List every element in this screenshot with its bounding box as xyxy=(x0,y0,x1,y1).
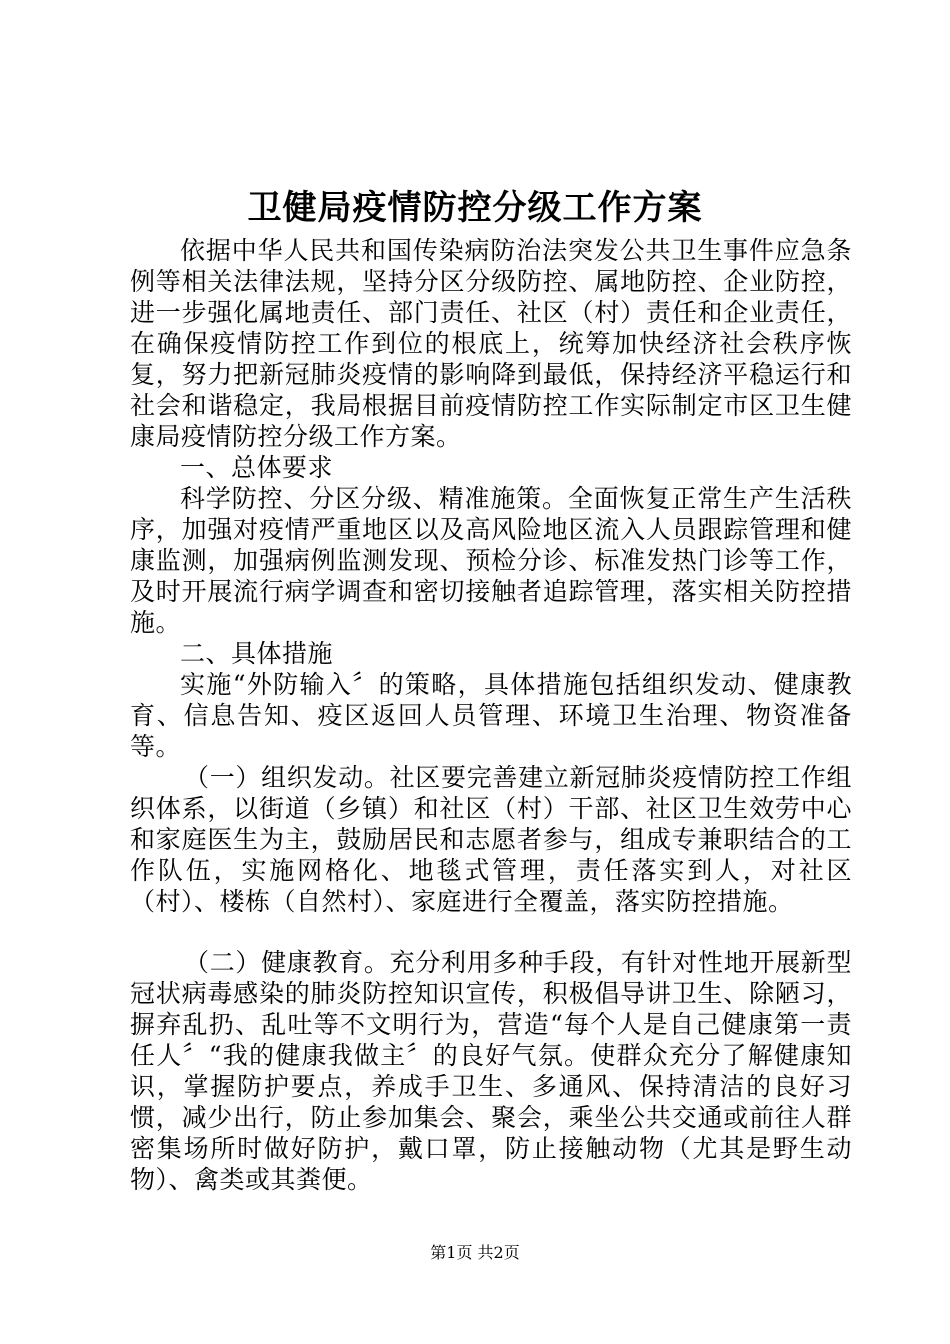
section-heading-general-requirements: 一、总体要求 xyxy=(180,453,334,482)
health-education-paragraph: （二）健康教育。充分利用多种手段，有针对性地开展新型冠状病毒感染的肺炎防控知识宣传，积极倡导讲卫生、除陋习，摒弃乱扔、乱吐等不文明行为，营造“每个人是自己健康第一责任人〞“我的健康我做主〞的良好气氛。使群众充分了解健康知识，掌握防护要点，养成手卫生、多通风、保持清洁的良好习惯，减少出行，防止参加集会、聚会，乘坐公共交通或前往人群密集场所时做好防护，戴口罩，防止接触动物（尤其是野生动物）、禽类或其粪便。 xyxy=(130,948,852,1194)
paragraph-spacer xyxy=(130,917,852,947)
general-requirements-paragraph: 科学防控、分区分级、精准施策。全面恢复正常生产生活秩序，加强对疫情严重地区以及高风险地区流入人员跟踪管理和健康监测，加强病例监测发现、预检分诊、标准发热门诊等工作，及时开展流行病学调查和密切接触者追踪管理，落实相关防控措施。 xyxy=(130,484,852,637)
intro-paragraph: 依据中华人民共和国传染病防治法突发公共卫生事件应急条例等相关法律法规，坚持分区分级防控、属地防控、企业防控，进一步强化属地责任、部门责任、社区（村）责任和企业责任，在确保疫情防控工作到位的根底上，统筹加快经济社会秩序恢复，努力把新冠肺炎疫情的影响降到最低，保持经济平稳运行和社会和谐稳定，我局根据目前疫情防控工作实际制定市区卫生健康局疫情防控分级工作方案。 xyxy=(130,236,852,451)
document-body xyxy=(130,235,852,1195)
document-title: 卫健局疫情防控分级工作方案 xyxy=(247,188,703,228)
page-footer: 第1页 共2页 xyxy=(430,1243,520,1262)
organization-mobilization-paragraph: （一）组织发动。社区要完善建立新冠肺炎疫情防控工作组织体系，以街道（乡镇）和社区（村）干部、社区卫生效劳中心和家庭医生为主，鼓励居民和志愿者参与，组成专兼职结合的工作队伍，实施网格化、地毯式管理，责任落实到人，对社区（村）、楼栋（自然村）、家庭进行全覆盖，落实防控措施。 xyxy=(130,763,852,916)
section-heading-specific-measures: 二、具体措施 xyxy=(180,639,334,668)
specific-measures-paragraph: 实施“外防输入〞的策略，具体措施包括组织发动、健康教育、信息告知、疫区返回人员管理、环境卫生治理、物资准备等。 xyxy=(130,670,852,761)
